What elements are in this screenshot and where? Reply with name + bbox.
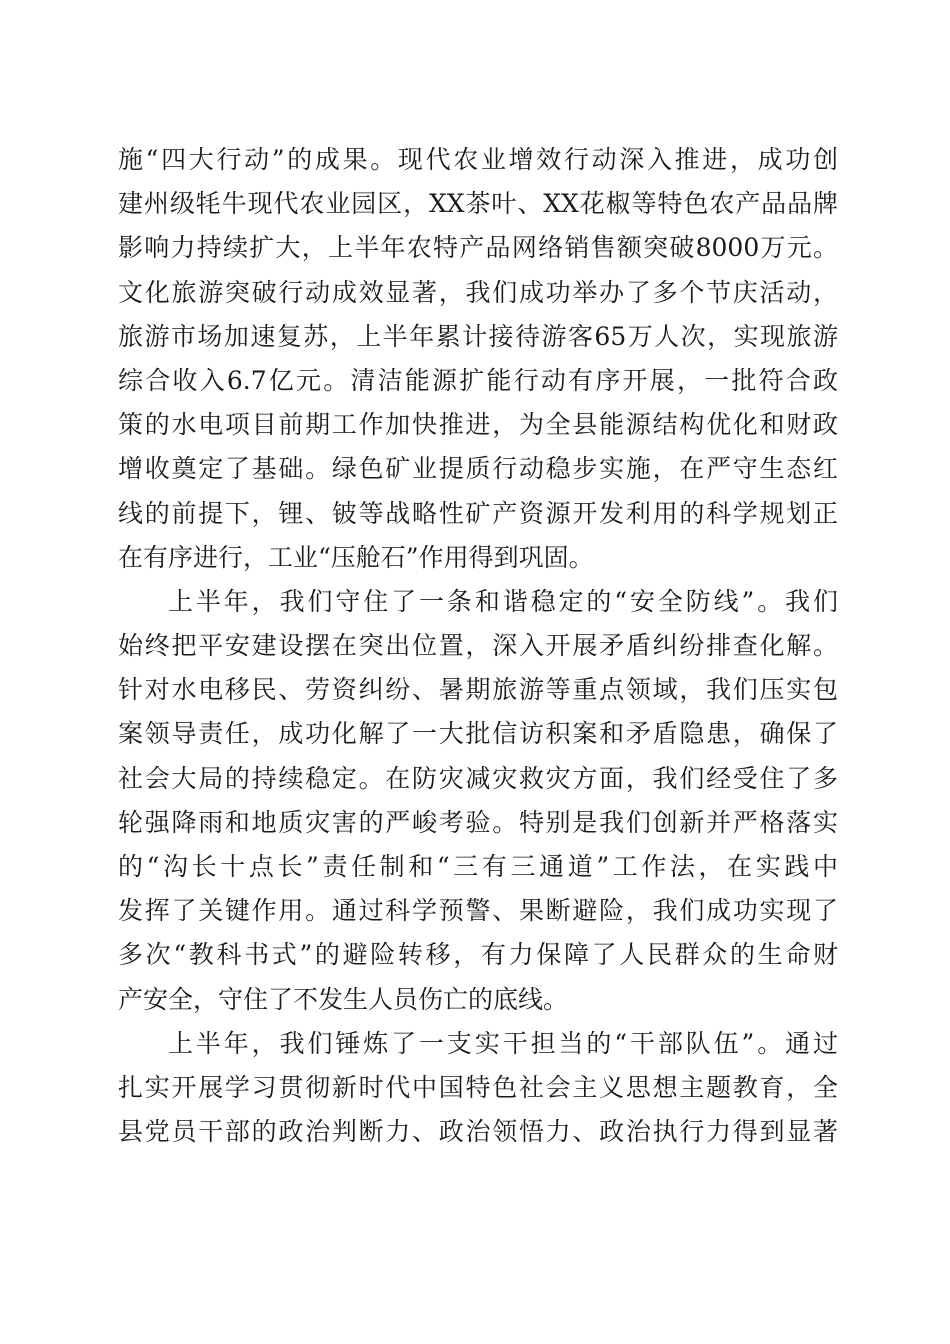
- text-line: 上半年，我们锤炼了一支实干担当的“干部队伍”。通过: [168, 1028, 838, 1058]
- text-line: 始终把平安建设摆在突出位置，深入开展矛盾纠纷排查化解。: [118, 631, 838, 661]
- text-line: 综合收入6.7亿元。清洁能源扩能行动有序开展，一批符合政: [118, 365, 838, 395]
- text-line: 案领导责任，成功化解了一大批信访积案和矛盾隐患，确保了: [118, 719, 838, 749]
- text-line: 线的前提下，锂、铍等战略性矿产资源开发利用的科学规划正: [118, 498, 838, 528]
- text-line: 发挥了关键作用。通过科学预警、果断避险，我们成功实现了: [118, 896, 838, 926]
- text-line: 县党员干部的政治判断力、政治领悟力、政治执行力得到显著: [118, 1117, 838, 1147]
- paragraph-safety-line: [118, 580, 838, 1022]
- text-line: 文化旅游突破行动成效显著，我们成功举办了多个节庆活动，: [118, 277, 838, 307]
- text-line: 轮强降雨和地质灾害的严峻考验。特别是我们创新并严格落实: [118, 807, 838, 837]
- text-line: 多次“教科书式”的避险转移，有力保障了人民群众的生命财: [118, 940, 838, 970]
- text-line: 旅游市场加速复苏，上半年累计接待游客65万人次，实现旅游: [118, 321, 838, 351]
- text-line: 社会大局的持续稳定。在防灾减灾救灾方面，我们经受住了多: [118, 763, 838, 793]
- text-line: 建州级牦牛现代农业园区，XX茶叶、XX花椒等特色农产品品牌: [118, 189, 838, 219]
- text-line: 施“四大行动”的成果。现代农业增效行动深入推进，成功创: [118, 145, 838, 174]
- text-line: 在有序进行，工业“压舱石”作用得到巩固。: [118, 542, 594, 572]
- text-line: 扎实开展学习贯彻新时代中国特色社会主义思想主题教育，全: [118, 1072, 838, 1102]
- body-text: [118, 138, 838, 1154]
- text-line: 上半年，我们守住了一条和谐稳定的“安全防线”。我们: [168, 586, 838, 616]
- text-line: 针对水电移民、劳资纠纷、暑期旅游等重点领域，我们压实包: [118, 675, 838, 705]
- text-line: 的“沟长十点长”责任制和“三有三通道”工作法，在实践中: [118, 852, 838, 881]
- paragraph-cadre-team: [118, 1022, 838, 1155]
- text-line: 产安全，守住了不发生人员伤亡的底线。: [118, 984, 569, 1014]
- paragraph-four-actions: [118, 138, 838, 580]
- text-line: 影响力持续扩大，上半年农特产品网络销售额突破8000万元。: [118, 233, 838, 263]
- text-line: 策的水电项目前期工作加快推进，为全县能源结构优化和财政: [118, 410, 838, 440]
- text-line: 增收奠定了基础。绿色矿业提质行动稳步实施，在严守生态红: [118, 454, 838, 484]
